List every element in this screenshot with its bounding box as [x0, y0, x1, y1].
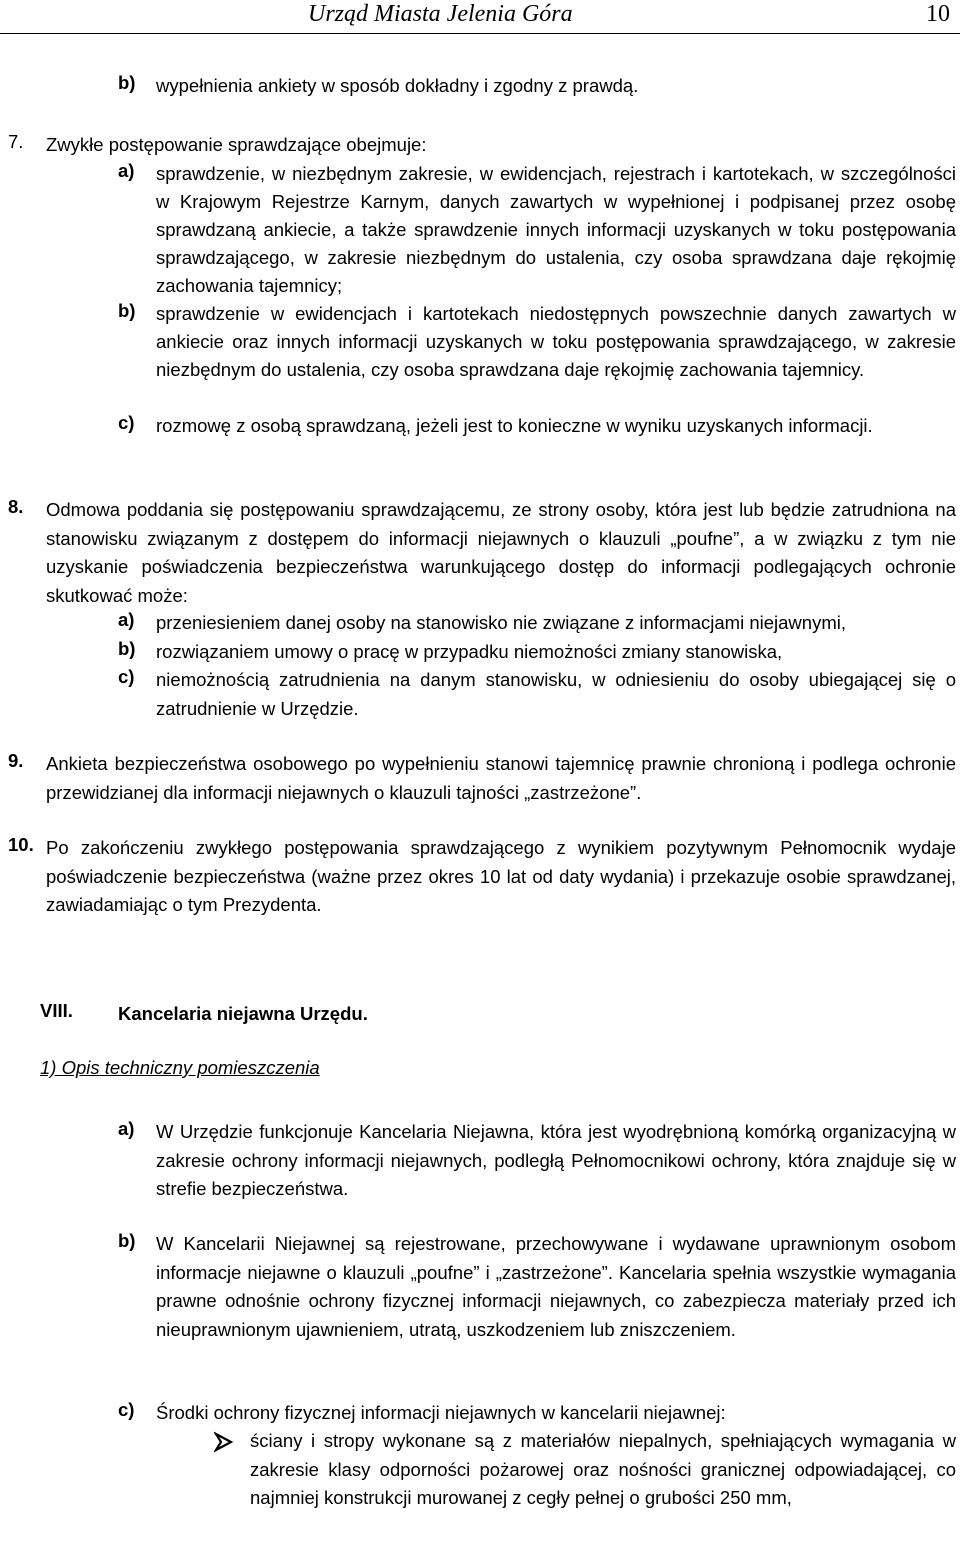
subsection-title: 1) Opis techniczny pomieszczenia [40, 1057, 320, 1078]
section-8-text: Odmowa poddania się postępowaniu sprawdzającemu, ze strony osoby, która jest lub będzie zatrudniona na stanowisku związanym z dostępem do informacji niejawnych o klauzuli „poufne”, a w związku z tym nie uzyskanie poświadczenia bezpieczeństwa warunkującego dostęp do informacji podlegających ochronie skutkować może: [46, 499, 956, 606]
list-item-text: W Urzędzie funkcjonuje Kancelaria Niejawna, która jest wyodrębnioną komórką organizacyjną w zakresie ochrony informacji niejawnych, podległą Pełnomocnikowi ochrony, która znajduje się w strefie bezpieczeństwa. [156, 1121, 956, 1199]
page-number: 10 [926, 1, 950, 27]
list-item-text: rozmowę z osobą sprawdzaną, jeżeli jest to konieczne w wyniku uzyskanych informacji. [156, 415, 873, 436]
list-item-text: rozwiązaniem umowy o pracę w przypadku niemożności zmiany stanowiska, [156, 641, 783, 662]
section-10-text: Po zakończeniu zwykłego postępowania sprawdzającego z wynikiem pozytywnym Pełnomocnik wydaje poświadczenie bezpieczeństwa (ważne przez okres 10 lat od daty wydania) i przekazuje osobie sprawdzanej, zawiadamiając o tym Prezydenta. [46, 837, 956, 915]
section-number-7: 7. [8, 131, 24, 152]
header-title: Urząd Miasta Jelenia Góra [308, 1, 573, 27]
section-number-9: 9. [8, 750, 24, 771]
chapter-number: VIII. [40, 1000, 73, 1021]
list-item-label: a) [118, 160, 135, 181]
item-text: wypełnienia ankiety w sposób dokładny i zgodny z prawdą. [156, 75, 639, 96]
list-item-label: b) [118, 638, 136, 659]
header-divider [0, 33, 960, 34]
item-label: b) [118, 72, 136, 93]
section-9-text: Ankieta bezpieczeństwa osobowego po wypełnieniu stanowi tajemnicę prawnie chronioną i podlega ochronie przewidzianej dla informacji niejawnych o klauzuli tajności „zastrzeżone”. [46, 753, 956, 803]
arrow-bullet-icon [214, 1431, 234, 1453]
list-item-label: c) [118, 1399, 135, 1420]
section-number-10: 10. [8, 834, 34, 855]
page-header [0, 0, 960, 30]
list-item-text: Środki ochrony fizycznej informacji niejawnych w kancelarii niejawnej: [156, 1402, 726, 1423]
section-number-8: 8. [8, 496, 24, 517]
list-item-label: c) [118, 412, 135, 433]
list-item-text: W Kancelarii Niejawnej są rejestrowane, przechowywane i wydawane uprawnionym osobom informacje niejawne o klauzuli „poufne” i „zastrzeżone”. Kancelaria spełnia wszystkie wymagania prawne odnośnie ochrony fizycznej informacji niejawnych, co zabezpiecza materiały przed ich nieuprawnionym ujawnieniem, utratą, uszkodzeniem lub zniszczeniem. [156, 1233, 956, 1340]
list-item-label: a) [118, 1118, 135, 1139]
list-item-label: b) [118, 300, 136, 321]
list-item-text: sprawdzenie w ewidencjach i kartotekach niedostępnych powszechnie danych zawartych w ankiecie oraz innych informacji uzyskanych w toku postępowania sprawdzającego, w zakresie niezbędnym do ustalenia, czy osoba sprawdzana daje rękojmię zachowania tajemnicy. [156, 303, 956, 380]
list-item-text: przeniesieniem danej osoby na stanowisko nie związane z informacjami niejawnymi, [156, 612, 846, 633]
section-7-intro: Zwykłe postępowanie sprawdzające obejmuje: [46, 134, 427, 155]
list-item-label: a) [118, 609, 135, 630]
list-item-label: c) [118, 666, 135, 687]
bullet-text: ściany i stropy wykonane są z materiałów niepalnych, spełniających wymagania w zakresie klasy odporności pożarowej oraz nośności granicznej odpowiadającej, co najmniej konstrukcji murowanej z cegły pełnej o grubości 250 mm, [250, 1430, 956, 1508]
list-item-text: niemożnością zatrudnienia na danym stanowisku, w odniesieniu do osoby ubiegającej się o zatrudnienie w Urzędzie. [156, 669, 956, 719]
list-item-text: sprawdzenie, w niezbędnym zakresie, w ewidencjach, rejestrach i kartotekach, w szczególności w Krajowym Rejestrze Karnym, danych zawartych w wypełnionej i podpisanej przez osobę sprawdzaną ankiecie, a także sprawdzenie innych informacji uzyskanych w toku postępowania sprawdzającego, w zakresie niezbędnym do ustalenia, czy osoba sprawdzana daje rękojmię zachowania tajemnicy; [156, 163, 956, 296]
chapter-title: Kancelaria niejawna Urzędu. [118, 1003, 368, 1024]
list-item-label: b) [118, 1230, 136, 1251]
